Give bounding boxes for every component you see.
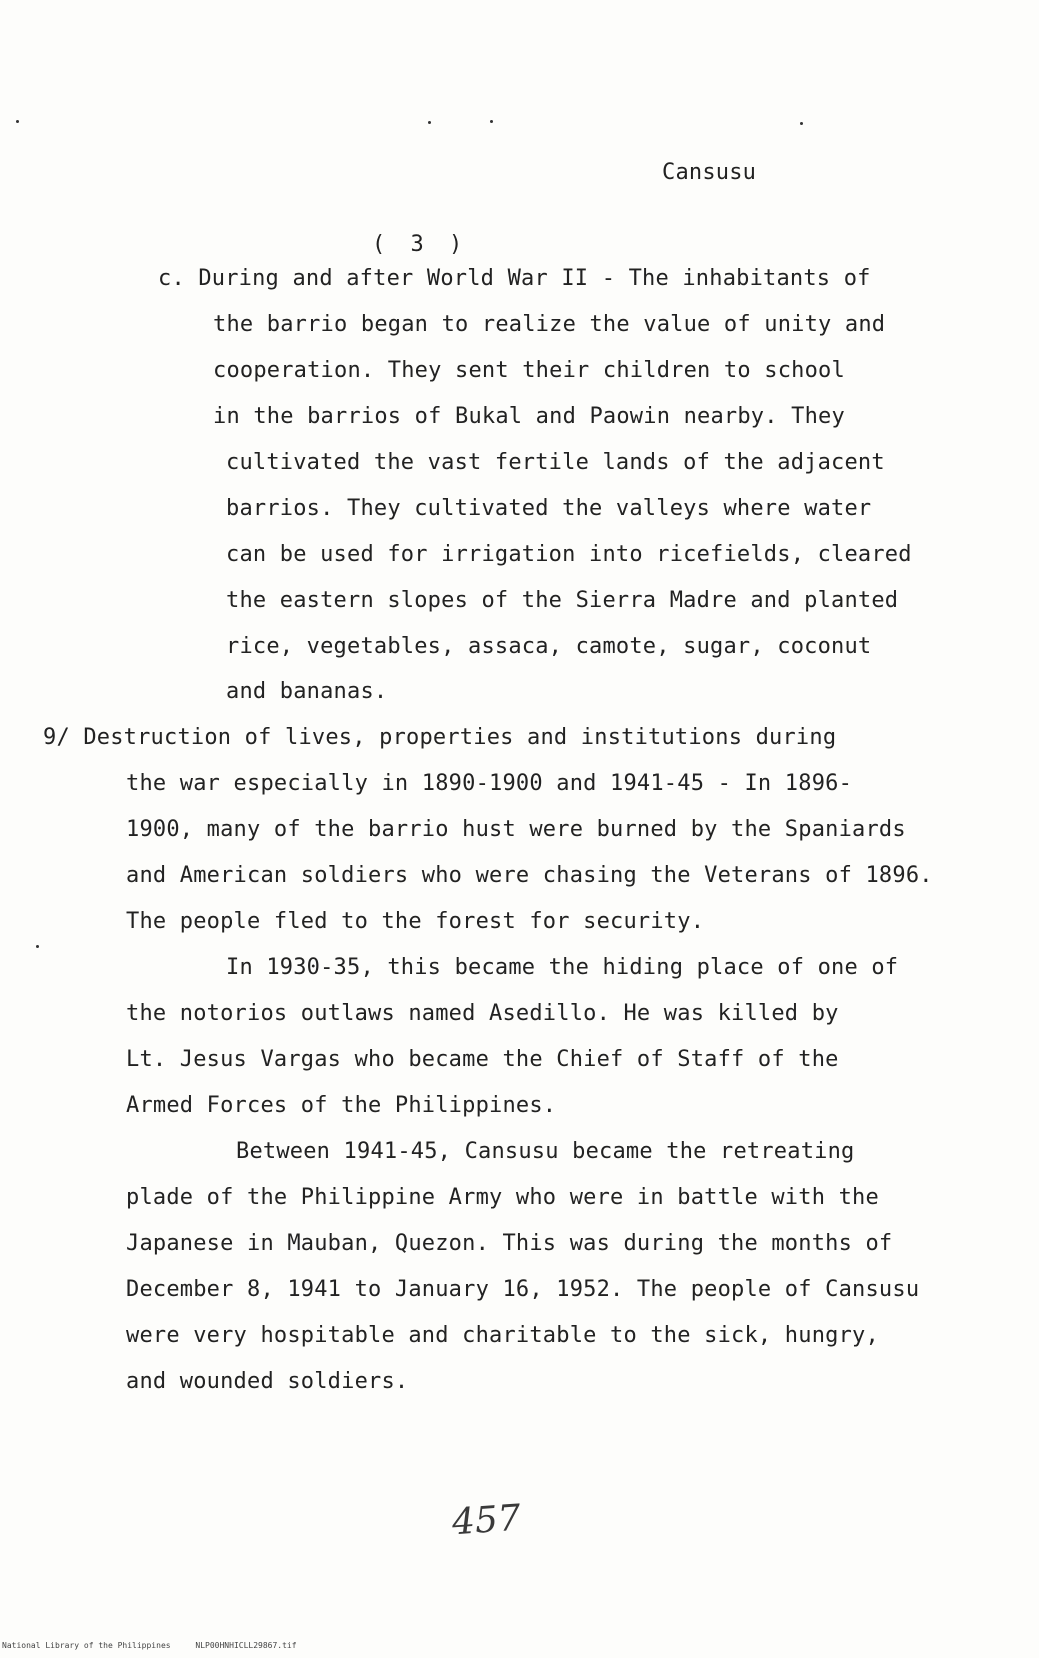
text-line: Armed Forces of the Philippines. [126, 1093, 557, 1118]
text-line: December 8, 1941 to January 16, 1952. The people of Cansusu [126, 1277, 920, 1302]
text-line: In 1930-35, this became the hiding place of one of [226, 955, 899, 980]
text-line: the barrio began to realize the value of unity and [213, 312, 886, 337]
scan-speck [490, 120, 493, 123]
text-line: 1900, many of the barrio hust were burned by the Spaniards [126, 817, 906, 842]
text-line: Japanese in Mauban, Quezon. This was during the months of [126, 1231, 893, 1256]
file-id: NLP00HNHICLL29867.tif [195, 1641, 297, 1650]
text-line: cooperation. They sent their children to school [213, 358, 845, 383]
text-line: and American soldiers who were chasing the Veterans of 1896. [126, 863, 933, 888]
scan-speck [800, 122, 803, 125]
text-line: c. During and after World War II - The inhabitants of [158, 266, 871, 291]
page-number: ( 3 ) [372, 232, 469, 257]
text-line: plade of the Philippine Army who were in battle with the [126, 1185, 879, 1210]
text-line: the war especially in 1890-1900 and 1941-45 - In 1896- [126, 771, 853, 796]
scan-speck [16, 120, 19, 123]
handwritten-page-number: 457 [450, 1497, 523, 1544]
text-line: rice, vegetables, assaca, camote, sugar, coconut [226, 634, 872, 659]
text-line: cultivated the vast fertile lands of the adjacent [226, 450, 885, 475]
library-credit: National Library of the Philippines [2, 1641, 171, 1650]
text-line: in the barrios of Bukal and Paowin nearby. They [213, 404, 845, 429]
scan-speck [428, 121, 431, 124]
text-line: Between 1941-45, Cansusu became the retreating [236, 1139, 855, 1164]
text-line: 9/ Destruction of lives, properties and institutions during [43, 725, 837, 750]
scan-footer [2, 1641, 297, 1650]
scan-speck [36, 945, 39, 948]
text-line: and bananas. [226, 679, 388, 704]
page-header-title: Cansusu [662, 160, 757, 185]
text-line: the notorios outlaws named Asedillo. He was killed by [126, 1001, 839, 1026]
text-line: the eastern slopes of the Sierra Madre and planted [226, 588, 899, 613]
text-line: barrios. They cultivated the valleys where water [226, 496, 872, 521]
text-line: and wounded soldiers. [126, 1369, 409, 1394]
text-line: The people fled to the forest for security. [126, 909, 705, 934]
text-line: Lt. Jesus Vargas who became the Chief of Staff of the [126, 1047, 839, 1072]
text-line: can be used for irrigation into ricefields, cleared [226, 542, 912, 567]
text-line: were very hospitable and charitable to the sick, hungry, [126, 1323, 879, 1348]
